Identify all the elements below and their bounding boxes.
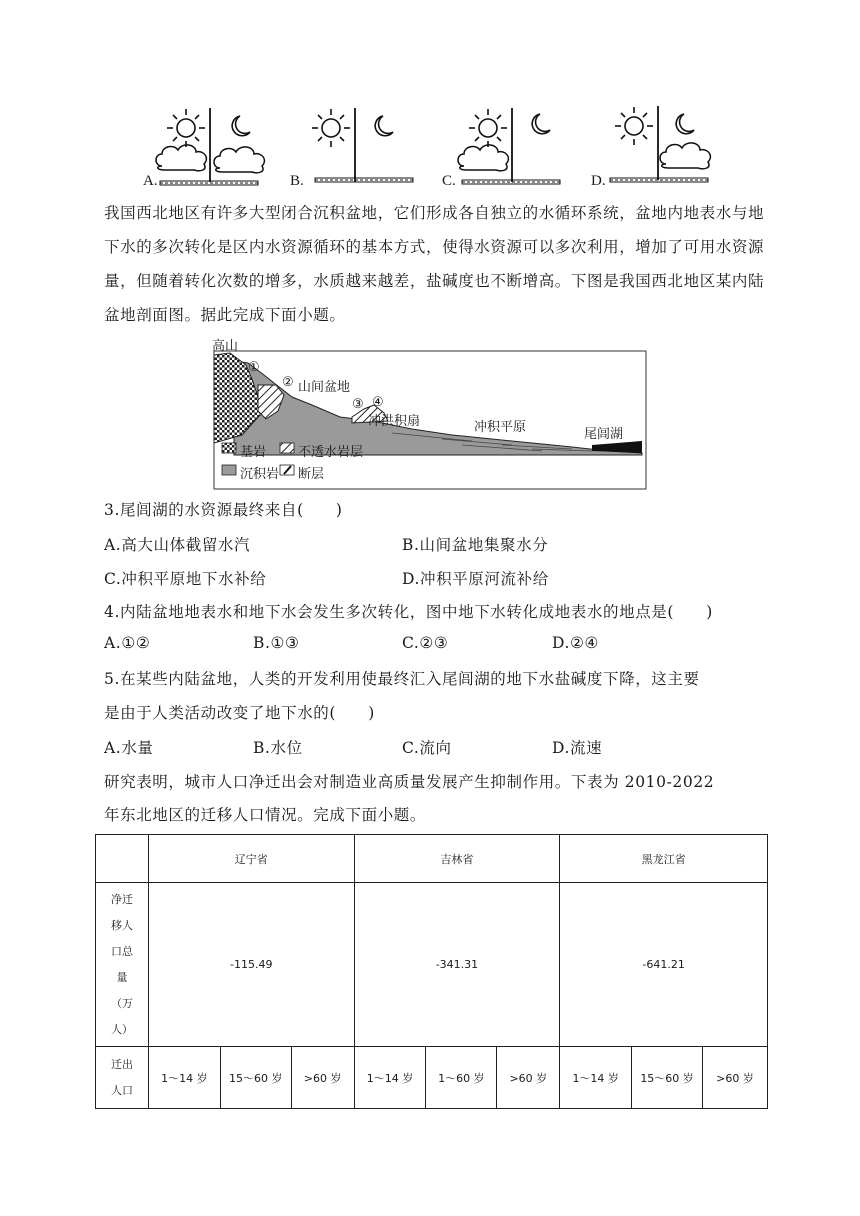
net-value-heilongjiang: -641.21	[560, 883, 768, 1047]
table-header-row	[96, 835, 768, 883]
age-cell: 1～14 岁	[354, 1047, 426, 1109]
label-lake: 尾闾湖	[584, 427, 624, 442]
legend-fault: 断层	[298, 467, 325, 482]
weather-option-d	[610, 106, 710, 182]
q4-stem: 4.内陆盆地地表水和地下水会发生多次转化，图中地下水转化成地表水的地点是( )	[104, 603, 713, 621]
migration-intro-line2: 年东北地区的迁移人口情况。完成下面小题。	[104, 806, 427, 824]
q4-option-b[interactable]: B.①③	[253, 634, 300, 652]
q3-option-c[interactable]: C.冲积平原地下水补给	[104, 570, 267, 588]
province-heilongjiang: 黑龙江省	[560, 835, 768, 883]
label-fan: 冲洪积扇	[368, 414, 421, 429]
table-net-migration-row	[96, 883, 768, 1047]
q4-option-d[interactable]: D.②④	[552, 634, 599, 652]
q5-option-c[interactable]: C.流向	[402, 739, 452, 757]
label-mountain: 高山	[212, 339, 239, 354]
age-cell: >60 岁	[497, 1047, 560, 1109]
province-jilin: 吉林省	[354, 835, 560, 883]
age-cell: 15～60 岁	[220, 1047, 291, 1109]
q4-option-c[interactable]: C.②③	[402, 634, 449, 652]
q3-option-b[interactable]: B.山间盆地集聚水分	[402, 536, 549, 554]
label-point-2: ②	[282, 375, 294, 390]
weather-option-c-label: C.	[442, 173, 456, 189]
province-liaoning: 辽宁省	[148, 835, 354, 883]
age-cell: 1～14 岁	[148, 1047, 220, 1109]
weather-option-a	[156, 108, 264, 185]
age-cell: >60 岁	[703, 1047, 768, 1109]
age-cell: 1～60 岁	[426, 1047, 497, 1109]
q3-option-d[interactable]: D.冲积平原河流补给	[402, 570, 549, 588]
age-cell: 15～60 岁	[632, 1047, 703, 1109]
net-migration-header: 净迁 移人 口总 量 （万 人）	[96, 883, 149, 1047]
label-point-1: ①	[248, 360, 260, 375]
migration-intro-line1: 研究表明，城市人口净迁出会对制造业高质量发展产生抑制作用。下表为 2010-2022	[104, 773, 715, 791]
q3-option-a[interactable]: A.高大山体截留水汽	[104, 536, 251, 554]
label-point-3: ③	[352, 397, 364, 412]
weather-option-d-label: D.	[591, 173, 606, 189]
weather-option-c	[458, 108, 560, 184]
net-value-liaoning: -115.49	[148, 883, 354, 1047]
label-point-4: ④	[372, 395, 384, 410]
migration-table	[95, 834, 768, 1109]
out-migration-header: 迁出 人口	[96, 1047, 149, 1109]
label-plain: 冲积平原	[474, 420, 527, 435]
weather-option-b	[312, 108, 413, 182]
q5-option-a[interactable]: A.水量	[104, 739, 154, 757]
net-value-jilin: -341.31	[354, 883, 560, 1047]
age-cell: 1～14 岁	[560, 1047, 632, 1109]
legend-bedrock: 基岩	[240, 445, 267, 460]
age-cell: >60 岁	[291, 1047, 354, 1109]
label-basin: 山间盆地	[298, 380, 351, 395]
table-corner-cell	[96, 835, 149, 883]
q5-stem-line2: 是由于人类活动改变了地下水的( )	[104, 704, 375, 722]
weather-option-a-label: A.	[143, 173, 158, 189]
weather-option-b-label: B.	[290, 173, 304, 189]
basin-intro-paragraph: 我国西北地区有许多大型闭合沉积盆地，它们形成各自独立的水循环系统，盆地内地表水与地下水的多次转化是区内水资源循环的基本方式，使得水资源可以多次利用，增加了可用水资源量，但随着转化次数的增多，水质越来越差，盐碱度也不断增高。下图是我国西北地区某内陆盆地剖面图。据此完成下面小题。	[104, 204, 765, 324]
legend-impermeable: 不透水岩层	[298, 445, 364, 460]
q5-option-d[interactable]: D.流速	[552, 739, 603, 757]
q5-option-b[interactable]: B.水位	[253, 739, 303, 757]
basin-profile-diagram	[212, 335, 652, 491]
table-age-row	[96, 1047, 768, 1109]
legend-sedimentary: 沉积岩	[240, 467, 280, 482]
q4-option-a[interactable]: A.①②	[104, 634, 151, 652]
q5-stem-line1: 5.在某些内陆盆地，人类的开发利用使最终汇入尾闾湖的地下水盐碱度下降，这主要	[104, 670, 700, 688]
q3-stem: 3.尾闾湖的水资源最终来自( )	[104, 501, 343, 519]
